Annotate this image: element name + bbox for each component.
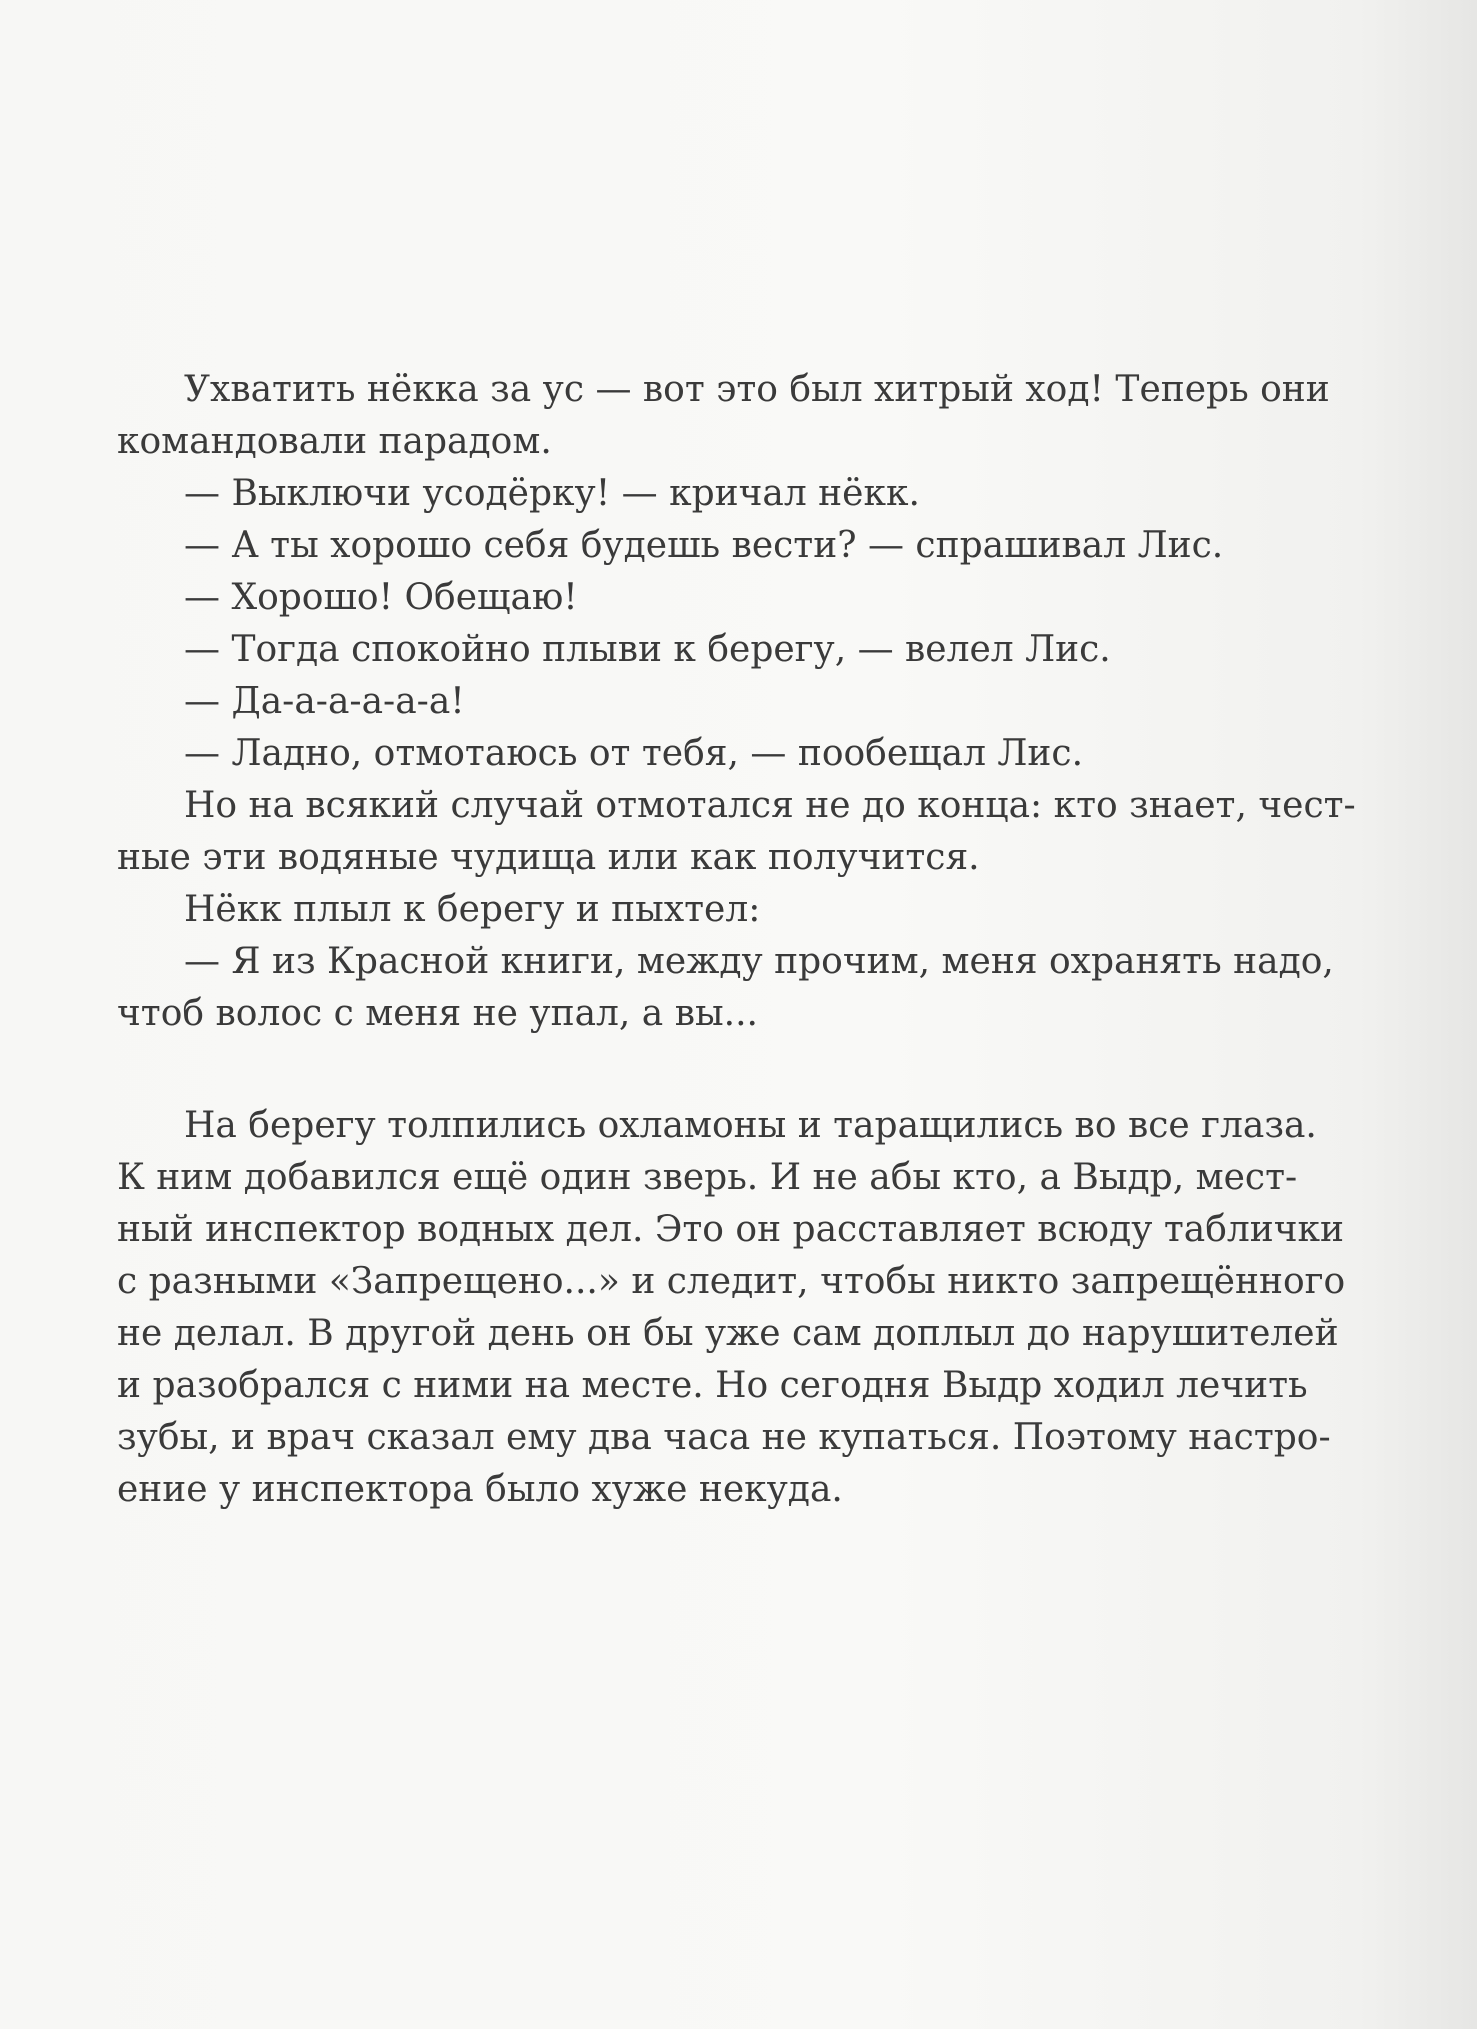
text-line: Нёкк плыл к берегу и пыхтел:: [184, 889, 761, 930]
paragraph-block-1: [117, 364, 1356, 1040]
text-line: На берегу толпились охламоны и таращились во все глаза.: [184, 1105, 1317, 1146]
text-line: и разобрался с ними на месте. Но сегодня Выдр ходил лечить: [117, 1365, 1308, 1406]
text-line: ные эти водяные чудища или как получится.: [117, 837, 980, 878]
text-line: Ухватить нёкка за ус — вот это был хитрый ход! Теперь они: [184, 369, 1330, 410]
text-line: — Тогда спокойно плыви к берегу, — велел Лис.: [184, 629, 1111, 670]
text-line: — А ты хорошо себя будешь вести? — спрашивал Лис.: [184, 525, 1224, 566]
text-line: с разными «Запрещено...» и следит, чтобы никто запрещённого: [117, 1261, 1346, 1302]
text-line: — Хорошо! Обещаю!: [184, 577, 578, 618]
text-line: К ним добавился ещё один зверь. И не абы кто, а Выдр, мест-: [117, 1157, 1298, 1198]
text-line: не делал. В другой день он бы уже сам доплыл до нарушителей: [117, 1313, 1339, 1354]
text-line: — Ладно, отмотаюсь от тебя, — пообещал Лис.: [184, 733, 1084, 774]
text-line: командовали парадом.: [117, 421, 552, 462]
text-line: чтоб волос с меня не упал, а вы...: [117, 993, 758, 1034]
text-line: Но на всякий случай отмотался не до конца: кто знает, чест-: [184, 785, 1356, 826]
text-line: — Я из Красной книги, между прочим, меня охранять надо,: [184, 941, 1334, 982]
text-line: — Выключи усодёрку! — кричал нёкк.: [184, 473, 920, 514]
paragraph-block-2: [117, 1100, 1346, 1516]
text-line: — Да-а-а-а-а-а!: [184, 681, 465, 722]
text-line: ение у инспектора было хуже некуда.: [117, 1469, 843, 1510]
text-line: ный инспектор водных дел. Это он расставляет всюду таблички: [117, 1209, 1345, 1250]
text-line: зубы, и врач сказал ему два часа не купаться. Поэтому настро-: [117, 1417, 1331, 1458]
